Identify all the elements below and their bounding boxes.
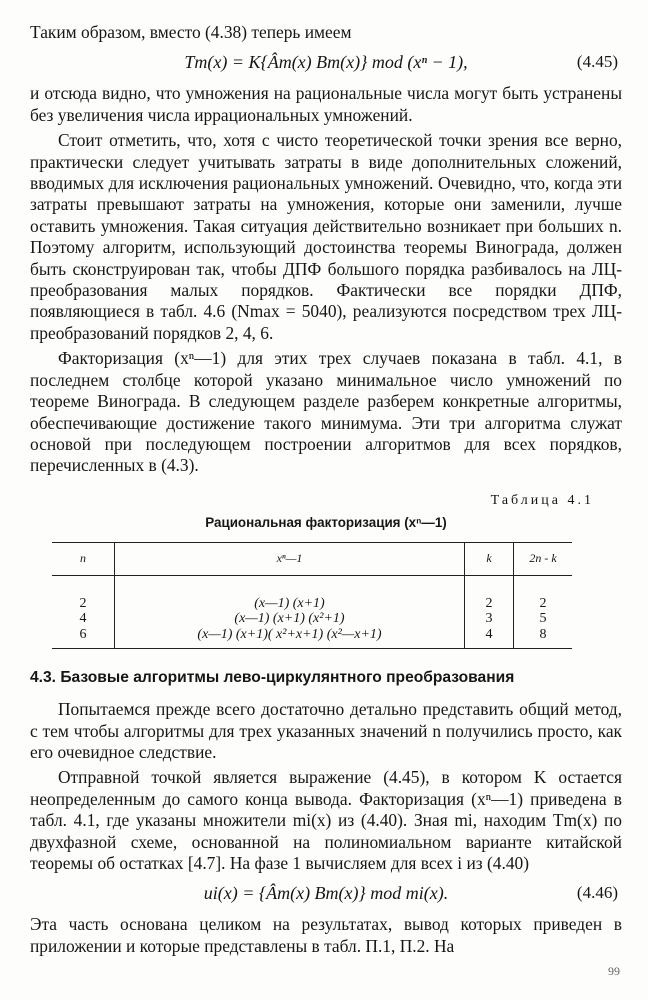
table-body-row <box>52 575 572 649</box>
header-xn-1: xⁿ—1 <box>115 542 465 575</box>
equation-4-45-formula: Tm(x) = K{Âm(x) Bm(x)} mod (xⁿ − 1), <box>184 52 468 73</box>
equation-4-45-number: (4.45) <box>576 52 618 72</box>
paragraph-1: и отсюда видно, что умножения на рациональные числа могут быть устранены без увеличения числа иррациональных умножений. <box>30 83 622 125</box>
paragraph-2: Стоит отметить, что, хотя с чисто теоретической точки зрения все верно, практически следует учитывать затраты в виде дополнительных сложений, вводимых для исключения рациональных умножений. Очевидно, что, когда эти затраты превышают затраты на умножения, которые они заменили, лучше оставить умножения. Такая ситуация действительно возникает при больших n. Поэтому алгоритм, использующий достоинства теоремы Винограда, должен быть сконструирован так, чтобы ДПФ большого порядка разбивалось на ЛЦ-преобразования малых порядков. Фактически все порядки ДПФ, появляющиеся в табл. 4.6 (Nmax = 5040), реализуются посредством трех ЛЦ-преобразований порядков 2, 4, 6. <box>30 130 622 343</box>
cell-n-values: 2 4 6 <box>52 575 115 649</box>
table-caption: Таблица 4.1 <box>490 492 594 508</box>
equation-4-46 <box>30 874 622 914</box>
page-body <box>30 22 622 957</box>
cell-factorizations: (x—1) (x+1) (x—1) (x+1) (x²+1) (x—1) (x+1)( x²+x+1) (x²—x+1) <box>115 575 465 649</box>
header-n: n <box>52 542 115 575</box>
equation-4-46-formula: ui(x) = {Âm(x) Bm(x)} mod mi(x). <box>203 883 449 904</box>
header-k: k <box>465 542 514 575</box>
section-heading: 4.3. Базовые алгоритмы лево-циркулянтного преобразования <box>30 669 515 687</box>
table-title: Рациональная факторизация (xⁿ—1) <box>205 514 447 530</box>
table-header-row <box>52 542 572 575</box>
paragraph-4: Попытаемся прежде всего достаточно детально представить общий метод, с тем чтобы алгоритмы для трех указанных значений n получились просто, как его очевидное следствие. <box>30 699 622 763</box>
factorization-table <box>52 542 572 650</box>
equation-4-46-number: (4.46) <box>576 883 618 903</box>
paragraph-5: Отправной точкой является выражение (4.45), в котором K остается неопределенным до самого конца вывода. Факторизация (xⁿ—1) приведена в табл. 4.1, где указаны множители mi(x) из (4.40). Зная mi, находим Tm(x) по двухфазной схеме, основанной на полиномиальном варианте китайской теоремы об остатках [4.7]. На фазе 1 вычисляем для всех i из (4.40) <box>30 767 622 874</box>
paragraph-3: Факторизация (xⁿ—1) для этих трех случаев показана в табл. 4.1, в последнем столбце которой указано минимальное число умножений по теореме Винограда. В следующем разделе разберем конкретные алгоритмы, обеспечивающие достижение такого минимума. Эти три алгоритма служат основой при последующем построении алгоритмов для всех порядков, перечисленных в (4.3). <box>30 348 622 476</box>
equation-4-45 <box>30 43 622 83</box>
intro-line: Таким образом, вместо (4.38) теперь имеем <box>30 22 352 42</box>
page-number: 99 <box>608 964 620 978</box>
paragraph-6: Эта часть основана целиком на результатах, вывод которых приведен в приложении и которые представлены в табл. П.1, П.2. На <box>30 914 622 956</box>
cell-k-values: 2 3 4 <box>465 575 514 649</box>
header-2n-k: 2n - k <box>514 542 573 575</box>
cell-2n-k-values: 2 5 8 <box>514 575 573 649</box>
